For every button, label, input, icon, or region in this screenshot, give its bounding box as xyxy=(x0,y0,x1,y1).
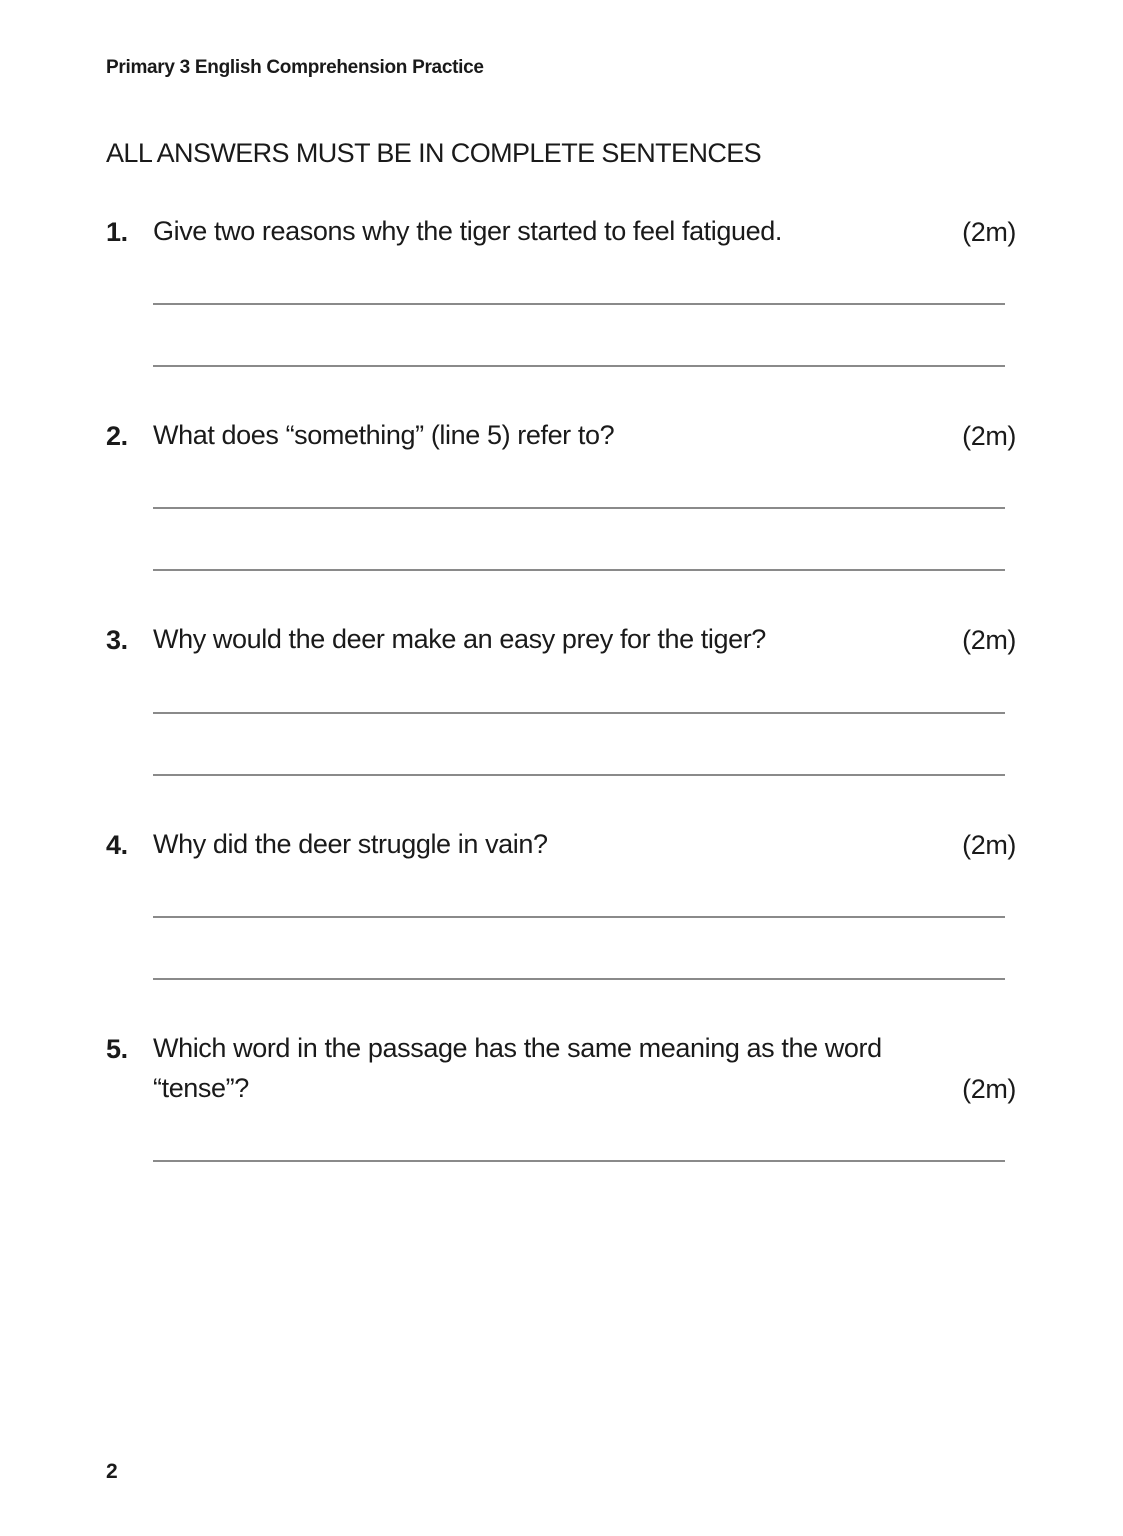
question-number: 3. xyxy=(106,625,128,655)
answer-line-1b[interactable] xyxy=(153,365,1005,367)
question-marks: (2m) xyxy=(962,625,1016,655)
question-text: What does “something” (line 5) refer to? xyxy=(153,420,615,450)
question-text: Why would the deer make an easy prey for the tiger? xyxy=(153,624,766,654)
question-text: Which word in the passage has the same meaning as the word “tense”? xyxy=(153,1033,882,1103)
answer-line-4a[interactable] xyxy=(153,916,1005,918)
question-number: 1. xyxy=(106,217,128,247)
answer-line-2b[interactable] xyxy=(153,569,1005,571)
question-marks: (2m) xyxy=(962,830,1016,860)
answer-line-2a[interactable] xyxy=(153,507,1005,509)
question-number: 5. xyxy=(106,1034,128,1064)
answer-line-1a[interactable] xyxy=(153,303,1005,305)
answer-line-3b[interactable] xyxy=(153,774,1005,776)
page-number: 2 xyxy=(106,1460,118,1483)
question-text: Give two reasons why the tiger started to feel fatigued. xyxy=(153,216,782,246)
question-number: 4. xyxy=(106,830,128,860)
question-marks: (2m) xyxy=(962,217,1016,247)
instruction-text: ALL ANSWERS MUST BE IN COMPLETE SENTENCES xyxy=(106,138,762,168)
question-marks: (2m) xyxy=(962,421,1016,451)
answer-line-3a[interactable] xyxy=(153,712,1005,714)
answer-line-4b[interactable] xyxy=(153,978,1005,980)
question-marks: (2m) xyxy=(962,1074,1016,1104)
page-header-title: Primary 3 English Comprehension Practice xyxy=(106,57,484,78)
answer-line-5a[interactable] xyxy=(153,1160,1005,1162)
question-text: Why did the deer struggle in vain? xyxy=(153,829,548,859)
question-number: 2. xyxy=(106,421,128,451)
